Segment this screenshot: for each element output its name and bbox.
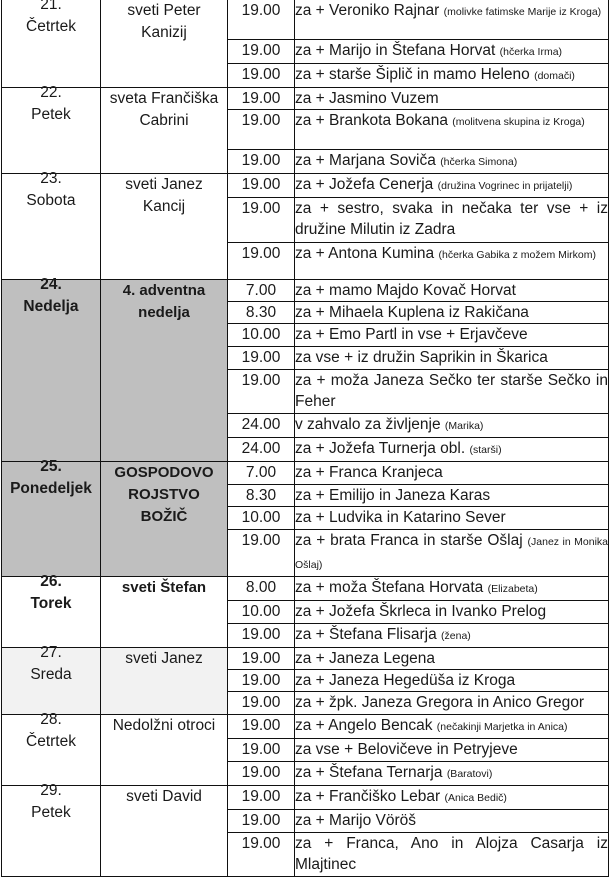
day-name: Sreda [30, 666, 72, 683]
mass-donor-note: (domači) [534, 70, 575, 82]
mass-intention-cell [295, 414, 609, 438]
mass-intention-cell [295, 715, 609, 739]
mass-intention: za + Štefana Ternarja [295, 764, 443, 781]
feast-name: GOSPODOVO ROJSTVO BOŽIČ [114, 464, 214, 525]
mass-intention-cell [295, 462, 609, 485]
feast-cell [101, 786, 228, 877]
mass-schedule-table [1, 0, 609, 877]
day-number: 24. [40, 276, 62, 293]
mass-time: 19.00 [228, 198, 295, 243]
mass-intention-cell [295, 577, 609, 601]
mass-row [2, 88, 609, 110]
mass-donor-note: (Anica Bedič) [444, 792, 507, 804]
day-name: Sobota [26, 192, 76, 209]
mass-intention-cell [295, 624, 609, 648]
mass-time: 19.00 [228, 530, 295, 577]
feast-name: sveti Janez Kancij [125, 176, 203, 215]
mass-intention: za + Marjana Soviča [295, 152, 436, 169]
day-name: Petek [31, 804, 71, 821]
mass-time: 8.30 [228, 302, 295, 324]
mass-intention: za + moža Štefana Horvata [295, 579, 484, 596]
mass-intention-cell [295, 670, 609, 692]
mass-intention: za vse + iz družin Saprikin in Škarica [295, 349, 548, 366]
mass-intention: v zahvalo za življenje [295, 416, 441, 433]
mass-intention: za + Jožefa Škrleca in Ivanko Prelog [295, 603, 547, 620]
mass-row [2, 715, 609, 739]
day-cell [2, 276, 101, 462]
mass-time: 19.00 [228, 624, 295, 648]
day-name: Torek [30, 595, 72, 612]
mass-time: 10.00 [228, 507, 295, 530]
feast-cell [101, 577, 228, 648]
day-number: 21. [40, 0, 62, 13]
mass-time: 10.00 [228, 324, 295, 347]
mass-time: 19.00 [228, 110, 295, 150]
mass-intention: za + Marijo in Štefana Horvat [295, 42, 496, 59]
mass-intention: za + Štefana Flisarja [295, 626, 437, 643]
mass-intention-cell [295, 198, 609, 243]
mass-time: 10.00 [228, 601, 295, 624]
mass-time: 19.00 [228, 88, 295, 110]
mass-donor-note: (žena) [441, 630, 471, 642]
mass-intention-cell [295, 347, 609, 370]
feast-cell [101, 648, 228, 715]
mass-intention-cell [295, 692, 609, 715]
mass-time: 24.00 [228, 414, 295, 438]
mass-donor-note: (molitvena skupina iz Kroga) [452, 116, 585, 128]
mass-intention-cell [295, 64, 609, 88]
mass-intention: za vse + Belovičeve in Petryjeve [295, 741, 518, 758]
day-cell [2, 170, 101, 280]
mass-intention-cell [295, 88, 609, 110]
mass-time: 19.00 [228, 670, 295, 692]
mass-intention: za + Frančiško Lebar [295, 788, 441, 805]
mass-intention-cell [295, 833, 609, 877]
mass-row [2, 0, 609, 40]
mass-intention: za + Emilijo in Janeza Karas [295, 487, 491, 504]
feast-name: sveti David [126, 788, 202, 805]
mass-intention-cell [295, 530, 609, 577]
mass-donor-note: (družina Vogrinec in prijatelji) [437, 180, 573, 192]
mass-time: 24.00 [228, 438, 295, 462]
day-name: Ponedeljek [10, 480, 92, 497]
mass-time: 19.00 [228, 370, 295, 414]
mass-row [2, 786, 609, 810]
day-cell [2, 711, 101, 786]
day-number: 23. [40, 170, 62, 187]
feast-cell [101, 715, 228, 786]
mass-time: 7.00 [228, 462, 295, 485]
mass-intention-cell [295, 150, 609, 174]
day-cell [2, 458, 101, 577]
mass-intention: za + starše Šiplič in mamo Heleno [295, 66, 530, 83]
mass-intention-cell [295, 302, 609, 324]
feast-name: sveti Štefan [121, 579, 207, 596]
mass-intention-cell [295, 507, 609, 530]
mass-donor-note: (Marika) [444, 420, 484, 432]
feast-cell [101, 174, 228, 280]
mass-intention: za + Janeza Hegedüša iz Kroga [295, 672, 516, 689]
mass-donor-note: (starši) [469, 444, 502, 456]
day-number: 26. [40, 573, 62, 590]
mass-intention-cell [295, 174, 609, 198]
mass-intention: za + Ludvika in Katarino Sever [295, 509, 506, 526]
mass-intention: za + Franca, Ano in Alojza Casarja iz Mlajtinec [295, 835, 608, 873]
mass-row [2, 577, 609, 601]
mass-time: 19.00 [228, 786, 295, 810]
day-cell [2, 0, 101, 88]
mass-donor-note: (Janez in Monika Ošlaj) [295, 536, 609, 571]
mass-intention: za + Brankota Bokana [295, 112, 448, 129]
mass-row [2, 462, 609, 485]
mass-intention: za + Emo Partl in vse + Erjavčeve [295, 326, 528, 343]
mass-time: 19.00 [228, 739, 295, 762]
mass-intention-cell [295, 0, 609, 40]
day-name: Petek [31, 106, 71, 123]
mass-donor-note: (molivke fatimske Marije iz Kroga) [443, 6, 602, 18]
mass-intention: za + Franca Kranjeca [295, 464, 443, 481]
mass-intention: za + sestro, svaka in nečaka ter vse + iz družine Milutin iz Zadra [295, 200, 608, 238]
day-name: Četrtek [26, 18, 76, 35]
mass-time: 19.00 [228, 150, 295, 174]
mass-intention-cell [295, 739, 609, 762]
mass-time: 19.00 [228, 64, 295, 88]
mass-intention-cell [295, 786, 609, 810]
mass-time: 19.00 [228, 762, 295, 786]
day-number: 27. [40, 644, 62, 661]
mass-intention: za + Veroniko Rajnar [295, 2, 440, 19]
day-number: 22. [40, 84, 62, 101]
feast-name: Nedolžni otroci [112, 717, 216, 734]
mass-intention: za + Jožefa Cenerja [295, 176, 434, 193]
mass-donor-note: (Elizabeta) [487, 583, 538, 595]
day-cell [2, 84, 101, 174]
mass-time: 19.00 [228, 243, 295, 280]
feast-cell [101, 0, 228, 88]
mass-intention-cell [295, 601, 609, 624]
mass-intention-cell [295, 485, 609, 507]
mass-intention-cell [295, 243, 609, 280]
mass-time: 7.00 [228, 280, 295, 302]
mass-donor-note: (Baratovi) [446, 768, 493, 780]
mass-intention-cell [295, 280, 609, 302]
mass-intention-cell [295, 762, 609, 786]
mass-intention-cell [295, 110, 609, 150]
day-name: Nedelja [23, 298, 79, 315]
mass-donor-note: (nečakinji Marjetka in Anica) [436, 721, 568, 733]
mass-intention: za + Janeza Legena [295, 650, 436, 667]
mass-intention: za + Angelo Bencak [295, 717, 433, 734]
mass-intention: za + mamo Majdo Kovač Horvat [295, 282, 516, 299]
day-name: Četrtek [26, 733, 76, 750]
mass-intention: za + žpk. Janeza Gregora in Anico Gregor [295, 694, 585, 711]
mass-intention-cell [295, 810, 609, 833]
mass-intention-cell [295, 370, 609, 414]
mass-intention: za + brata Franca in starše Ošlaj [295, 532, 523, 549]
mass-intention: za + Marijo Vöröš [295, 812, 417, 829]
mass-time: 19.00 [228, 715, 295, 739]
day-cell [2, 782, 101, 877]
mass-time: 19.00 [228, 174, 295, 198]
mass-time: 19.00 [228, 347, 295, 370]
mass-donor-note: (hčerka Simona) [440, 156, 518, 168]
mass-intention-cell [295, 40, 609, 64]
day-number: 28. [40, 711, 62, 728]
mass-intention: za + Jožefa Turnerja obl. [295, 440, 466, 457]
feast-cell [101, 462, 228, 577]
feast-name: 4. adventna nedelja [122, 282, 206, 321]
feast-cell [101, 280, 228, 462]
mass-intention: za + Jasmino Vuzem [295, 90, 439, 107]
feast-name: sveti Peter Kanizij [127, 2, 201, 41]
mass-row [2, 174, 609, 198]
day-number: 25. [40, 458, 62, 475]
mass-intention-cell [295, 648, 609, 670]
mass-intention-cell [295, 324, 609, 347]
mass-intention-cell [295, 438, 609, 462]
day-number: 29. [40, 782, 62, 799]
mass-intention: za + moža Janeza Sečko ter starše Sečko in Feher [295, 372, 608, 410]
mass-intention: za + Mihaela Kuplena iz Rakičana [295, 304, 529, 321]
mass-time: 19.00 [228, 833, 295, 877]
mass-time: 19.00 [228, 692, 295, 715]
mass-intention: za + Antona Kumina [295, 245, 435, 262]
mass-donor-note: (hčerka Gabika z možem Mirkom) [438, 249, 597, 261]
mass-row [2, 648, 609, 670]
feast-name: sveta Frančiška Cabrini [109, 90, 219, 129]
mass-time: 8.00 [228, 577, 295, 601]
mass-row [2, 280, 609, 302]
mass-donor-note: (hčerka Irma) [499, 46, 563, 58]
day-cell [2, 644, 101, 715]
mass-time: 8.30 [228, 485, 295, 507]
mass-time: 19.00 [228, 648, 295, 670]
feast-name: sveti Janez [125, 650, 203, 667]
feast-cell [101, 88, 228, 174]
day-cell [2, 573, 101, 648]
mass-time: 19.00 [228, 40, 295, 64]
mass-time: 19.00 [228, 810, 295, 833]
mass-time: 19.00 [228, 0, 295, 40]
